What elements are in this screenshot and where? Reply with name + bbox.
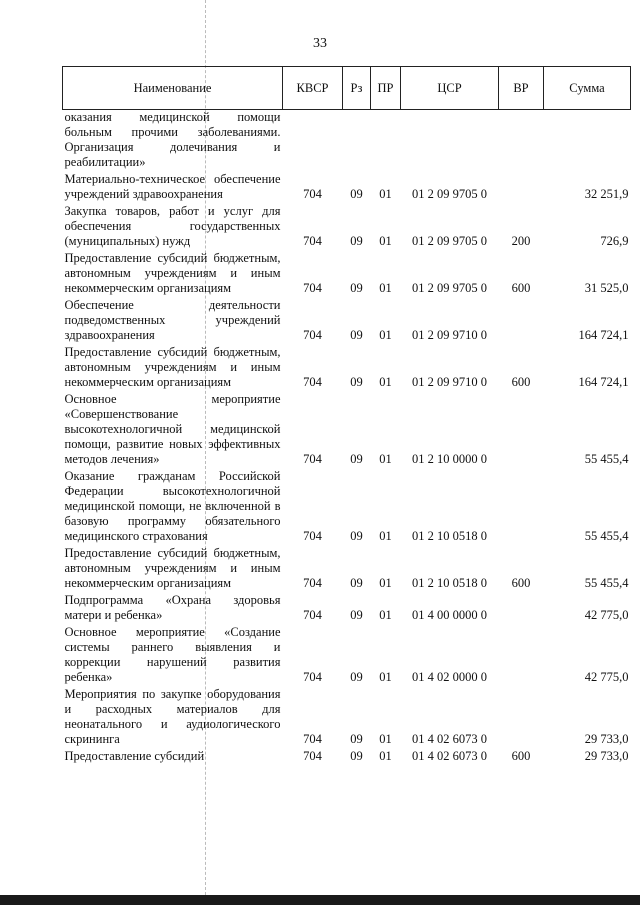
- row-pr: 01: [379, 749, 392, 763]
- row-rz: 09: [350, 187, 363, 201]
- row-pr: 01: [379, 234, 392, 248]
- row-name: Предоставление субсидий бюджетным, автономным учреждениям и иным некоммерческим организациям: [64, 251, 281, 295]
- row-pr: 01: [379, 732, 392, 746]
- row-rz: 09: [350, 529, 363, 543]
- scan-bottom-edge: [0, 895, 640, 905]
- row-rz: 09: [350, 749, 363, 763]
- row-name: Предоставление субсидий: [64, 749, 205, 763]
- row-kvsr: 704: [303, 375, 322, 389]
- row-sum: 29 733,0: [584, 749, 629, 763]
- row-csr: 01 2 10 0000 0: [412, 452, 487, 466]
- row-sum: 164 724,1: [578, 328, 629, 342]
- row-sum: 55 455,4: [584, 529, 629, 543]
- table-row: [63, 172, 631, 204]
- row-kvsr: 704: [303, 608, 322, 622]
- table-row: [63, 251, 631, 298]
- row-rz: 09: [350, 328, 363, 342]
- table-header-row: [63, 67, 631, 110]
- row-pr: 01: [379, 328, 392, 342]
- row-csr: 01 2 09 9705 0: [412, 234, 487, 248]
- header-csr: ЦСР: [401, 67, 499, 110]
- row-name: Оказание гражданам Российской Федерации высокотехнологичной медицинской помощи, не включенной в базовую программу обязательного медицинского страхования: [64, 469, 281, 543]
- page-number: 33: [313, 36, 327, 51]
- row-sum: [544, 110, 631, 173]
- row-pr: 01: [379, 670, 392, 684]
- row-pr: 01: [379, 576, 392, 590]
- row-csr: 01 4 02 6073 0: [412, 749, 487, 763]
- table-row: [63, 204, 631, 251]
- row-sum: 726,9: [600, 234, 629, 248]
- row-name: Основное мероприятие «Совершенствование высокотехнологичной медицинской помощи, развитие новых эффективных методов лечения»: [64, 392, 281, 466]
- row-kvsr: 704: [303, 749, 322, 763]
- table-body: [63, 110, 631, 767]
- row-name: Материально-техническое обеспечение учреждений здравоохранения: [64, 172, 281, 201]
- header-rz: Рз: [343, 67, 371, 110]
- row-pr: 01: [379, 529, 392, 543]
- row-vr: [499, 298, 544, 345]
- row-pr: 01: [379, 375, 392, 389]
- row-csr: 01 4 00 0000 0: [412, 608, 487, 622]
- header-kvsr: КВСР: [283, 67, 343, 110]
- row-vr: [499, 593, 544, 625]
- row-vr: [499, 110, 544, 173]
- row-kvsr: 704: [303, 576, 322, 590]
- row-sum: 32 251,9: [584, 187, 629, 201]
- row-name: Основное мероприятие «Создание системы раннего выявления и коррекции нарушений развития ребенка»: [64, 625, 281, 684]
- table-row: [63, 749, 631, 766]
- row-kvsr: [283, 110, 343, 173]
- row-rz: 09: [350, 608, 363, 622]
- row-pr: [371, 110, 401, 173]
- row-csr: 01 4 02 0000 0: [412, 670, 487, 684]
- row-kvsr: 704: [303, 452, 322, 466]
- row-rz: 09: [350, 452, 363, 466]
- header-name: Наименование: [63, 67, 283, 110]
- row-rz: 09: [350, 576, 363, 590]
- row-csr: 01 2 10 0518 0: [412, 529, 487, 543]
- row-vr: 600: [511, 576, 531, 590]
- row-kvsr: 704: [303, 187, 322, 201]
- table-row: [63, 625, 631, 687]
- row-pr: 01: [379, 452, 392, 466]
- table-row: [63, 546, 631, 593]
- row-sum: 31 525,0: [584, 281, 629, 295]
- table-row: [63, 345, 631, 392]
- row-csr: 01 2 10 0518 0: [412, 576, 487, 590]
- table-row: [63, 593, 631, 625]
- row-vr: 600: [511, 749, 531, 763]
- row-sum: 42 775,0: [584, 670, 629, 684]
- header-pr: ПР: [371, 67, 401, 110]
- row-csr: 01 2 09 9710 0: [412, 328, 487, 342]
- table-row: [63, 110, 631, 173]
- table-row: [63, 298, 631, 345]
- row-sum: 29 733,0: [584, 732, 629, 746]
- table-row: [63, 392, 631, 469]
- row-vr: [499, 392, 544, 469]
- row-kvsr: 704: [303, 234, 322, 248]
- row-sum: 42 775,0: [584, 608, 629, 622]
- table-row: [63, 687, 631, 749]
- budget-table: [62, 66, 631, 766]
- row-sum: 55 455,4: [584, 452, 629, 466]
- row-vr: 600: [511, 375, 531, 389]
- row-sum: 164 724,1: [578, 375, 629, 389]
- row-pr: 01: [379, 608, 392, 622]
- row-csr: 01 2 09 9710 0: [412, 375, 487, 389]
- row-rz: 09: [350, 732, 363, 746]
- row-csr: [401, 110, 499, 173]
- row-rz: 09: [350, 670, 363, 684]
- row-name: Предоставление субсидий бюджетным, автономным учреждениям и иным некоммерческим организациям: [64, 546, 281, 590]
- row-vr: [499, 172, 544, 204]
- row-rz: 09: [350, 234, 363, 248]
- row-vr: 200: [511, 234, 531, 248]
- row-rz: [343, 110, 371, 173]
- row-rz: 09: [350, 281, 363, 295]
- row-kvsr: 704: [303, 328, 322, 342]
- row-name: Подпрограмма «Охрана здоровья матери и ребенка»: [64, 593, 281, 622]
- row-name: Обеспечение деятельности подведомственных учреждений здравоохранения: [64, 298, 281, 342]
- row-rz: 09: [350, 375, 363, 389]
- row-csr: 01 2 09 9705 0: [412, 281, 487, 295]
- row-vr: [499, 469, 544, 546]
- header-vr: ВР: [499, 67, 544, 110]
- row-kvsr: 704: [303, 529, 322, 543]
- row-pr: 01: [379, 281, 392, 295]
- row-kvsr: 704: [303, 281, 322, 295]
- row-vr: [499, 625, 544, 687]
- row-name: Предоставление субсидий бюджетным, автономным учреждениям и иным некоммерческим организациям: [64, 345, 281, 389]
- row-csr: 01 2 09 9705 0: [412, 187, 487, 201]
- row-pr: 01: [379, 187, 392, 201]
- row-sum: 55 455,4: [584, 576, 629, 590]
- row-kvsr: 704: [303, 732, 322, 746]
- header-sum: Сумма: [544, 67, 631, 110]
- row-name: Закупка товаров, работ и услуг для обеспечения государственных (муниципальных) нужд: [64, 204, 281, 248]
- row-name: Мероприятия по закупке оборудования и расходных материалов для неонатального и аудиологического скрининга: [64, 687, 281, 746]
- row-kvsr: 704: [303, 670, 322, 684]
- row-vr: [499, 687, 544, 749]
- table-row: [63, 469, 631, 546]
- row-vr: 600: [511, 281, 531, 295]
- row-csr: 01 4 02 6073 0: [412, 732, 487, 746]
- row-name: оказания медицинской помощи больным прочими заболеваниями. Организация долечивания и реабилитации»: [64, 110, 281, 169]
